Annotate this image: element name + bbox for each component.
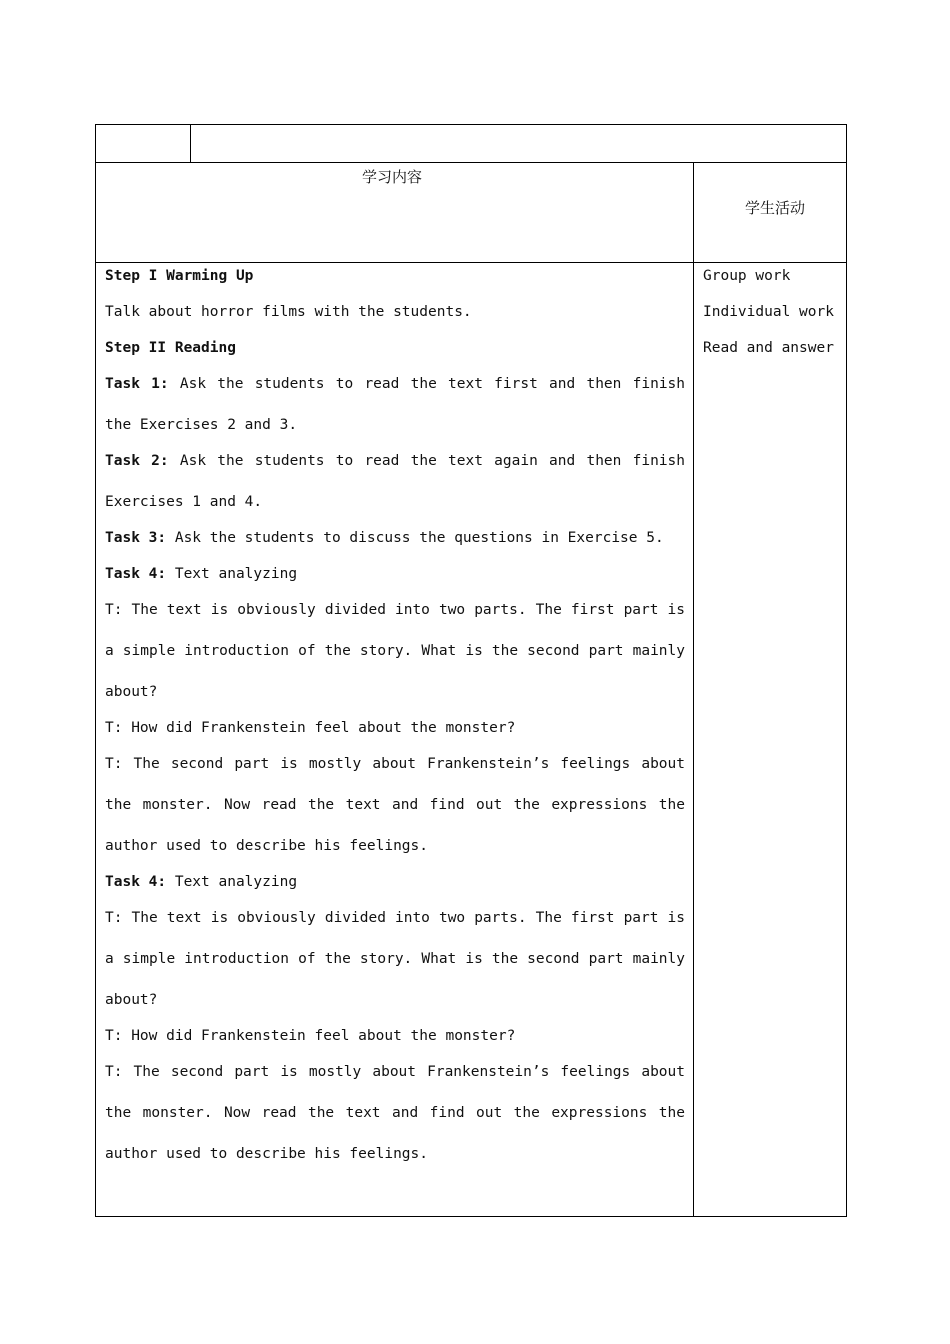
row-divider-1 <box>95 162 847 163</box>
activity-item: Group work <box>703 268 791 284</box>
teacher-line-2b: T: How did Frankenstein feel about the monster? <box>105 1028 516 1044</box>
activity-item: Read and answer <box>703 340 834 356</box>
row-divider-2 <box>95 262 847 263</box>
step2-title: Step II Reading <box>105 340 236 356</box>
student-activities <box>703 266 838 374</box>
top-cell-divider <box>190 124 191 162</box>
teacher-line-3b: T: The second part is mostly about Frankenstein’s feelings about the monster. Now read the text and find out the expressions the author used to describe his feelings. <box>105 1064 685 1162</box>
lesson-content <box>105 266 685 1180</box>
task3: Task 3: Ask the students to discuss the questions in Exercise 5. <box>105 530 664 546</box>
task1: Task 1: Ask the students to read the text first and then finish the Exercises 2 and 3. <box>105 376 686 433</box>
teacher-line-1a: T: The text is obviously divided into two parts. The first part is a simple introduction of the story. What is the second part mainly about? <box>105 602 685 700</box>
column-divider <box>693 162 694 1217</box>
step1-text: Talk about horror films with the students. <box>105 304 472 320</box>
content-heading: 学习内容 <box>362 168 423 186</box>
step1-title: Step I Warming Up <box>105 268 254 284</box>
task4-a: Task 4: Text analyzing <box>105 566 298 582</box>
teacher-line-2a: T: How did Frankenstein feel about the monster? <box>105 720 516 736</box>
activity-heading: 学生活动 <box>745 199 806 217</box>
teacher-line-1b: T: The text is obviously divided into two parts. The first part is a simple introduction of the story. What is the second part mainly about? <box>105 910 685 1008</box>
teacher-line-3a: T: The second part is mostly about Frankenstein’s feelings about the monster. Now read the text and find out the expressions the author used to describe his feelings. <box>105 756 685 854</box>
activity-item: Individual work <box>703 304 834 320</box>
task2: Task 2: Ask the students to read the text again and then finish Exercises 1 and 4. <box>105 453 686 510</box>
task4-b: Task 4: Text analyzing <box>105 874 298 890</box>
